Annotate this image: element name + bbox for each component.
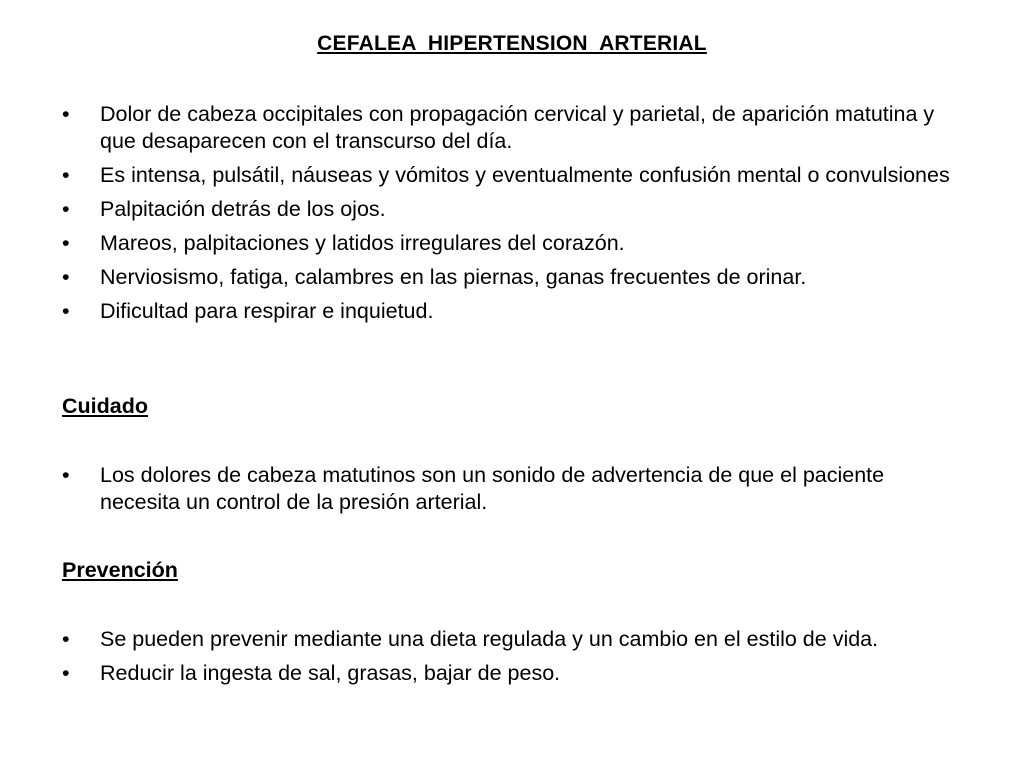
prevencion-list	[62, 626, 962, 694]
bullet-icon: •	[62, 102, 70, 126]
list-item	[62, 230, 962, 257]
list-item	[62, 162, 962, 189]
list-item	[62, 264, 962, 291]
bullet-icon: •	[62, 463, 70, 487]
list-item	[62, 196, 962, 223]
list-item	[62, 101, 962, 155]
symptoms-list	[62, 101, 962, 332]
bullet-text: Los dolores de cabeza matutinos son un sonido de advertencia de que el paciente necesita un control de la presión arterial.	[100, 463, 885, 514]
bullet-icon: •	[62, 265, 70, 289]
bullet-icon: •	[62, 197, 70, 221]
bullet-text: Es intensa, pulsátil, náuseas y vómitos y eventualmente confusión mental o convulsiones	[100, 163, 950, 187]
bullet-text: Reducir la ingesta de sal, grasas, bajar de peso.	[100, 661, 561, 685]
bullet-text: Dolor de cabeza occipitales con propagación cervical y parietal, de aparición matutina y que desaparecen con el transcurso del día.	[100, 102, 935, 153]
bullet-icon: •	[62, 627, 70, 651]
bullet-text: Mareos, palpitaciones y latidos irregulares del corazón.	[100, 231, 625, 255]
bullet-icon: •	[62, 163, 70, 187]
list-item	[62, 462, 962, 516]
list-item	[62, 298, 962, 325]
bullet-text: Dificultad para respirar e inquietud.	[100, 299, 434, 323]
prevencion-heading: Prevención	[62, 558, 178, 582]
cuidado-list	[62, 462, 962, 523]
bullet-icon: •	[62, 231, 70, 255]
list-item	[62, 660, 962, 687]
list-item	[62, 626, 962, 653]
bullet-icon: •	[62, 299, 70, 323]
cuidado-heading: Cuidado	[62, 394, 148, 418]
bullet-text: Nerviosismo, fatiga, calambres en las piernas, ganas frecuentes de orinar.	[100, 265, 807, 289]
slide-title: CEFALEA HIPERTENSION ARTERIAL	[317, 32, 707, 55]
bullet-text: Se pueden prevenir mediante una dieta regulada y un cambio en el estilo de vida.	[100, 627, 879, 651]
bullet-text: Palpitación detrás de los ojos.	[100, 197, 386, 221]
bullet-icon: •	[62, 661, 70, 685]
